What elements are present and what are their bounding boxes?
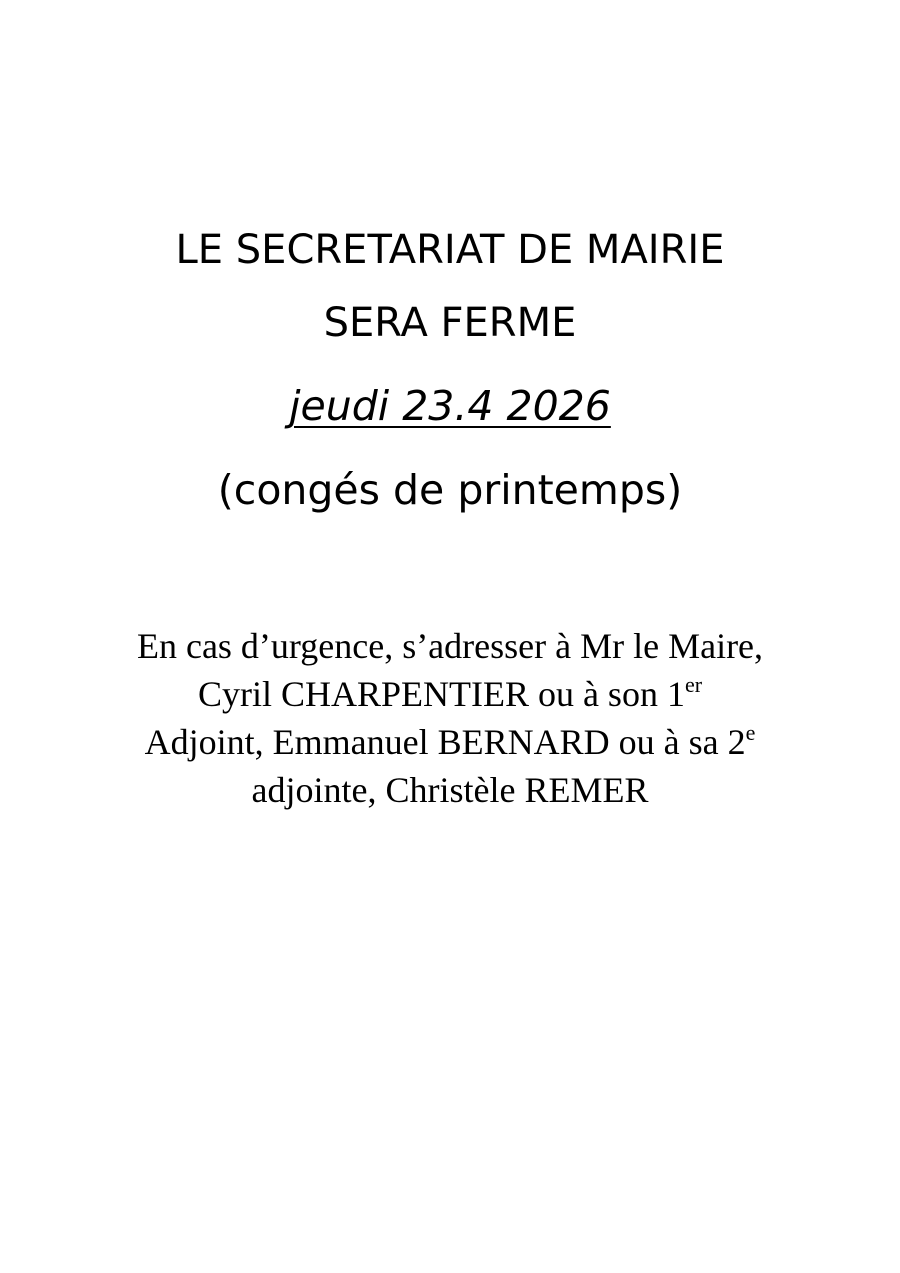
emergency-contact-paragraph bbox=[0, 622, 900, 814]
closure-date-text: jeudi 23.4 2026 bbox=[289, 382, 611, 430]
ordinal-suffix-second: e bbox=[745, 720, 756, 745]
contact-line-4: adjointe, Christèle REMER bbox=[251, 770, 649, 810]
notice-title-line-2: SERA FERME bbox=[323, 300, 577, 346]
closure-reason: (congés de printemps) bbox=[217, 466, 683, 514]
contact-line-2 bbox=[0, 670, 900, 718]
closure-date bbox=[0, 382, 900, 430]
ordinal-suffix-first: er bbox=[684, 672, 703, 697]
contact-line-3 bbox=[0, 718, 900, 766]
contact-line-1: En cas d’urgence, s’adresser à Mr le Maire, bbox=[136, 626, 764, 666]
notice-title-line-1: LE SECRETARIAT DE MAIRIE bbox=[175, 227, 725, 273]
contact-line-3-text: Adjoint, Emmanuel BERNARD ou à sa 2 bbox=[144, 722, 746, 762]
contact-line-2-text: Cyril CHARPENTIER ou à son 1 bbox=[197, 674, 685, 714]
